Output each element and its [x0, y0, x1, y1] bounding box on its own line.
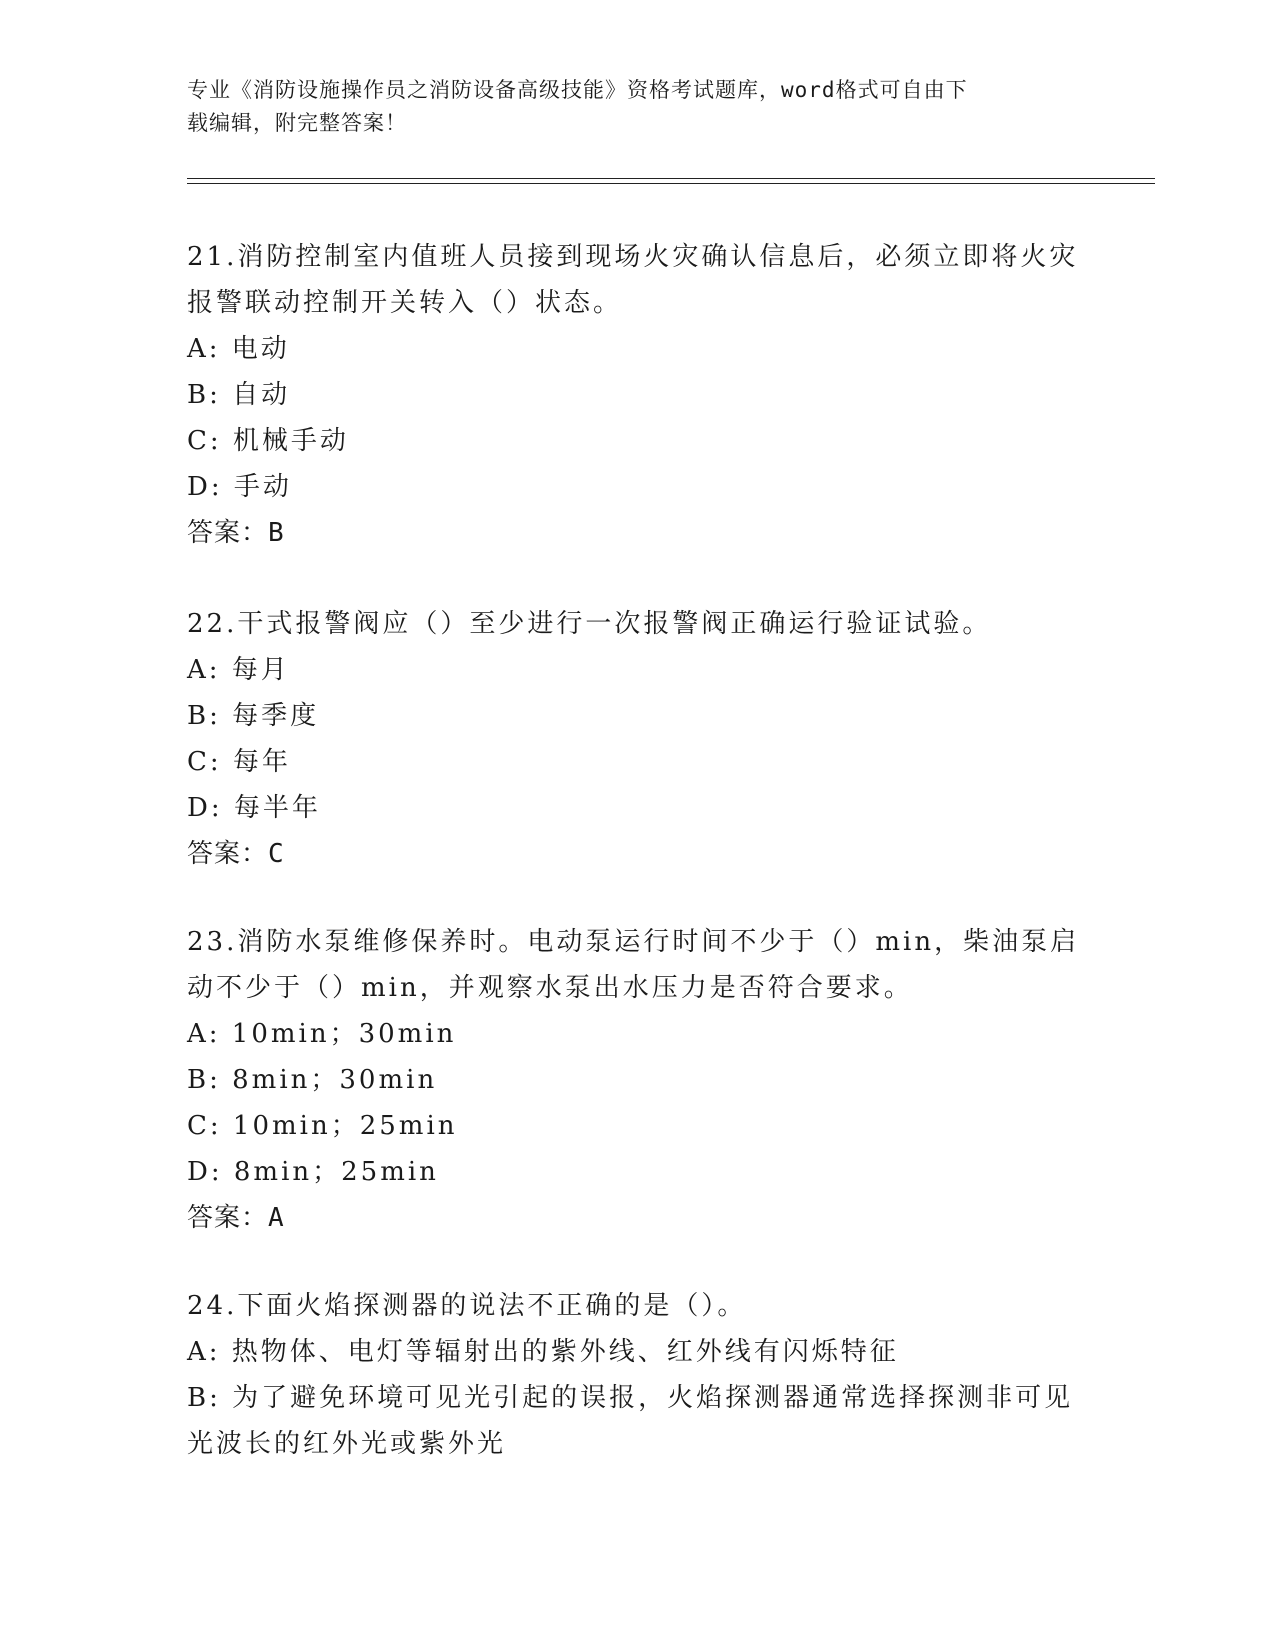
question-stem-line: 21.消防控制室内值班人员接到现场火灾确认信息后，必须立即将火灾 [187, 242, 1079, 272]
option-d: D: 每半年 [187, 793, 321, 823]
answer: 答案：C [187, 839, 285, 869]
header-divider-bottom [187, 183, 1155, 184]
question-23 [187, 919, 1087, 1241]
question-stem-line: 22.干式报警阀应（）至少进行一次报警阀正确运行验证试验。 [187, 609, 992, 639]
option-b: B: 自动 [187, 380, 291, 410]
option-b: B: 为了避免环境可见光引起的误报，火焰探测器通常选择探测非可见 [187, 1383, 1074, 1413]
question-stem-line: 动不少于（）min，并观察水泵出水压力是否符合要求。 [187, 973, 913, 1003]
option-a: A: 电动 [187, 334, 290, 364]
question-stem-line: 报警联动控制开关转入（）状态。 [187, 288, 623, 318]
option-c: C: 机械手动 [187, 426, 349, 456]
question-stem-line: 24.下面火焰探测器的说法不正确的是（）。 [187, 1291, 747, 1321]
question-24 [187, 1283, 1087, 1467]
answer: 答案：B [187, 518, 285, 548]
header-line-1: 专业《消防设施操作员之消防设备高级技能》资格考试题库，word格式可自由下 [187, 78, 968, 102]
option-c: C: 每年 [187, 747, 291, 777]
header-line-2: 载编辑，附完整答案！ [187, 111, 407, 135]
question-21 [187, 234, 1087, 556]
option-b: B: 8min；30min [187, 1065, 438, 1095]
option-c: C: 10min；25min [187, 1111, 458, 1141]
document-header [187, 74, 1067, 140]
option-b-continued: 光波长的红外光或紫外光 [187, 1429, 507, 1459]
question-stem-line: 23.消防水泵维修保养时。电动泵运行时间不少于（）min，柴油泵启 [187, 927, 1080, 957]
option-b: B: 每季度 [187, 701, 320, 731]
question-22 [187, 601, 1087, 877]
option-d: D: 手动 [187, 472, 292, 502]
option-a: A: 10min；30min [187, 1019, 457, 1049]
option-a: A: 每月 [187, 655, 290, 685]
option-a: A: 热物体、电灯等辐射出的紫外线、红外线有闪烁特征 [187, 1337, 899, 1367]
answer: 答案：A [187, 1203, 285, 1233]
header-divider-top [187, 178, 1155, 179]
option-d: D: 8min；25min [187, 1157, 439, 1187]
